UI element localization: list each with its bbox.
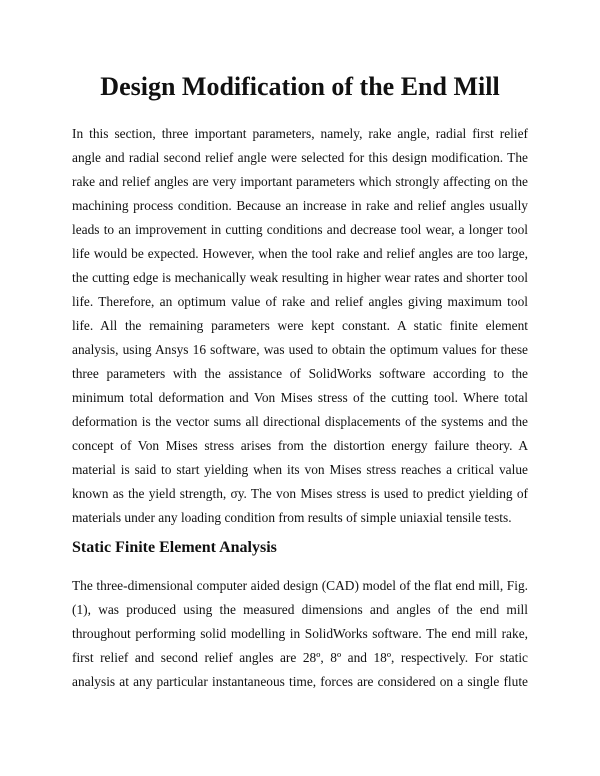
paragraph-line: first relief and second relief angles are 28º, 8º and 18º, respectively. For static: [72, 650, 528, 665]
document-title: Design Modification of the End Mill: [100, 72, 500, 101]
paragraph-line: known as the yield strength, σy. The von Mises stress is used to predict yielding of: [72, 486, 528, 501]
paragraph-line: throughout performing solid modelling in SolidWorks software. The end mill rake,: [72, 626, 528, 641]
paragraph-line: machining process condition. Because an increase in rake and relief angles usually: [72, 198, 528, 213]
paragraph-line: concept of Von Mises stress arises from the distortion energy failure theory. A: [72, 438, 528, 453]
paragraph-line: life. All the remaining parameters were kept constant. A static finite element: [72, 318, 528, 333]
paragraph-line: rake and relief angles are very important parameters which strongly affecting on the: [72, 174, 528, 189]
section-heading: Static Finite Element Analysis: [72, 539, 277, 556]
paragraph-line: three parameters with the assistance of SolidWorks software according to the: [72, 366, 528, 381]
paragraph-line: analysis at any particular instantaneous time, forces are considered on a single flute: [72, 674, 528, 689]
paragraph-line: In this section, three important parameters, namely, rake angle, radial first relief: [72, 126, 528, 141]
paragraph-line: leads to an improvement in cutting conditions and decrease tool wear, a longer tool: [72, 222, 528, 237]
paragraph-line: deformation is the vector sums all directional displacements of the systems and the: [72, 414, 528, 429]
paragraph-line: analysis, using Ansys 16 software, was used to obtain the optimum values for these: [72, 342, 528, 357]
paragraph-line: angle and radial second relief angle were selected for this design modification. The: [72, 150, 528, 165]
paragraph-line: life. Therefore, an optimum value of rake and relief angles giving maximum tool: [72, 294, 528, 309]
paragraph-line: material is said to start yielding when its von Mises stress reaches a critical value: [72, 462, 528, 477]
paragraph-line: minimum total deformation and Von Mises stress of the cutting tool. Where total: [72, 390, 528, 405]
paragraph-line: life would be expected. However, when the tool rake and relief angles are too large,: [72, 246, 528, 261]
paragraph-line: the cutting edge is mechanically weak resulting in higher wear rates and shorter tool: [72, 270, 528, 285]
paragraph-line: The three-dimensional computer aided design (CAD) model of the flat end mill, Fig.: [72, 578, 528, 593]
paragraph-line: (1), was produced using the measured dimensions and angles of the end mill: [72, 602, 528, 617]
paragraph-line: materials under any loading condition from results of simple uniaxial tensile tests.: [72, 510, 512, 525]
